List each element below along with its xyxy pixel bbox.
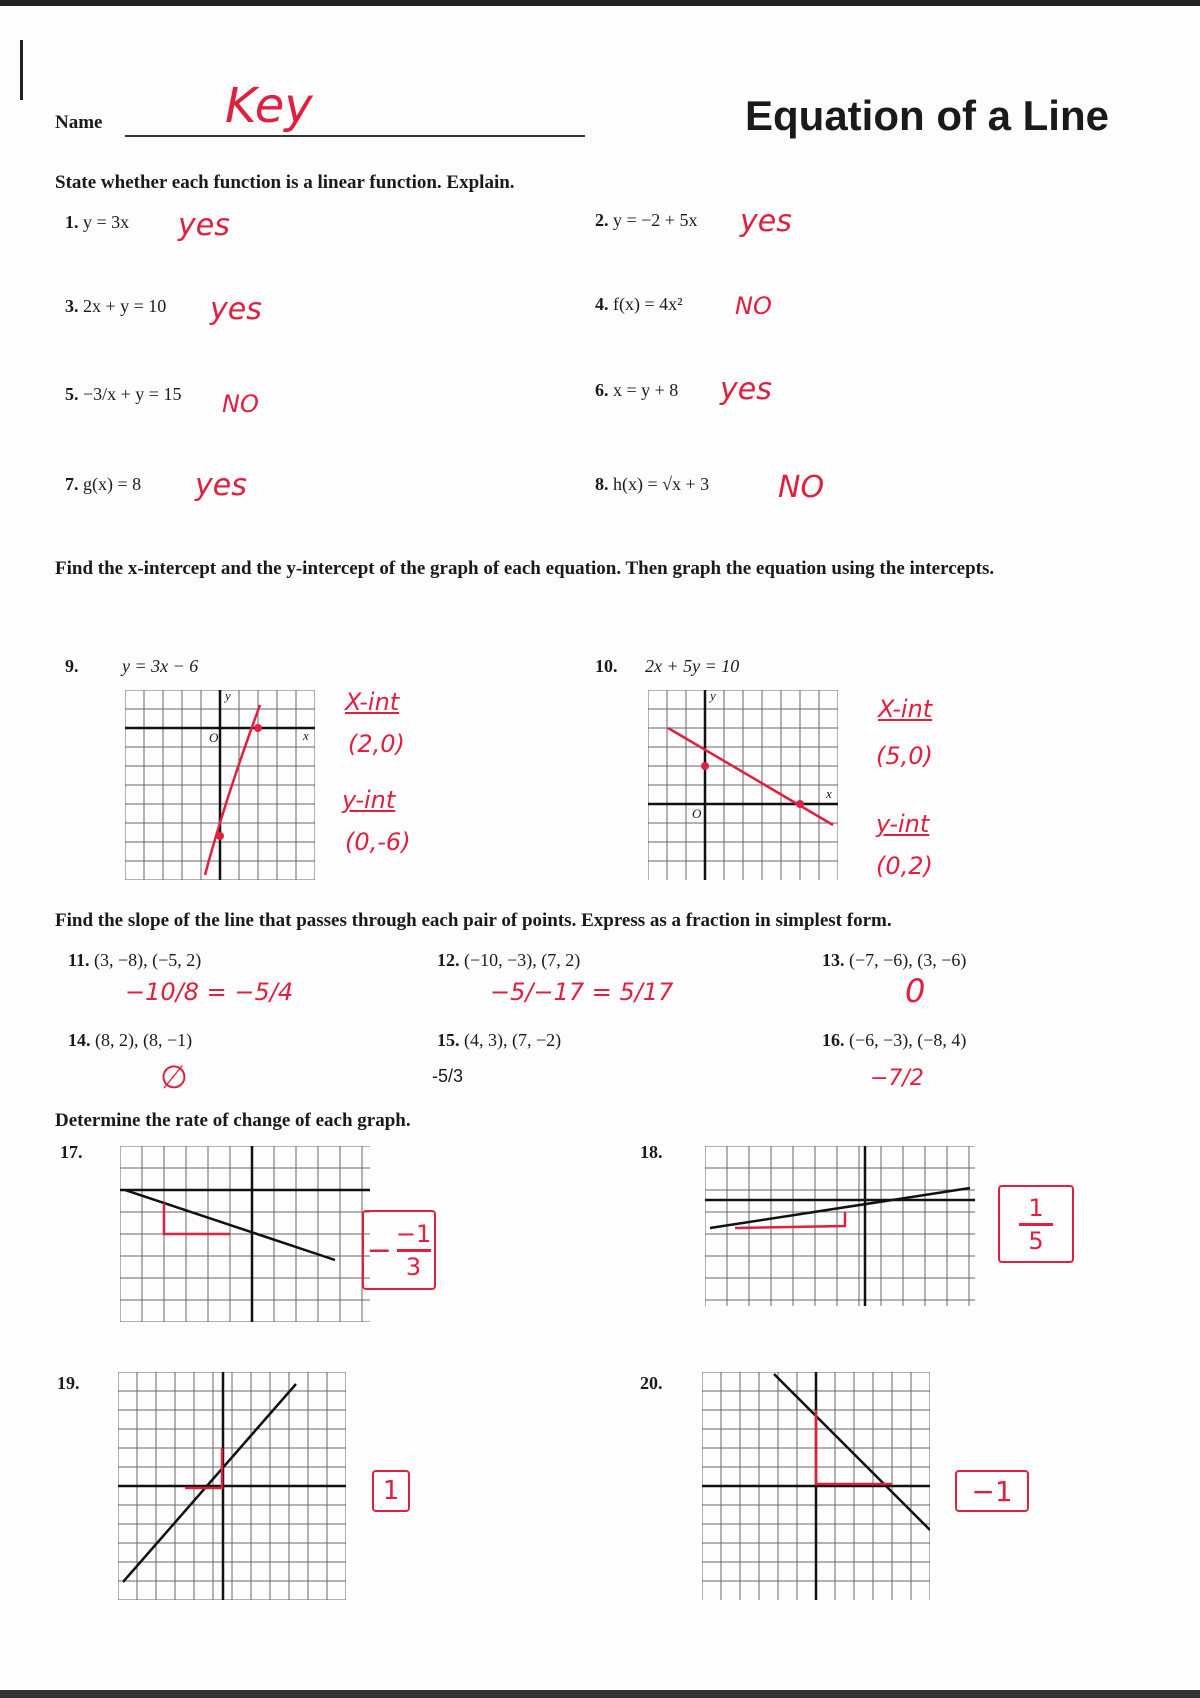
answer-17-denominator: 3 [405,1252,422,1281]
graph-10-x-label: x [826,786,832,801]
graph-9-yint-label: y-int [342,786,396,814]
name-label: Name [55,112,103,133]
work-11: −10/8 = −5/4 [125,978,294,1006]
graph-9-xint-label: X-int [345,688,400,716]
graph-19 [118,1372,346,1600]
work-13: 0 [905,972,926,1010]
graph-20 [702,1372,930,1600]
work-14: ∅ [160,1058,188,1096]
name-line [125,135,585,137]
graph-10-y-label: y [710,688,716,703]
graph-10 [648,690,838,880]
answer-18-box [998,1185,1074,1263]
problem-13: 13. (−7, −6), (3, −6) [822,950,967,970]
section2-instruction: Find the x-intercept and the y-intercept of the graph of each equation. Then graph the equation using the intercepts. [55,558,995,579]
problem-16: 16. (−6, −3), (−8, 4) [822,1030,967,1050]
problem-15: 15. (4, 3), (7, −2) [437,1030,562,1050]
graph-9-yint: (0,-6) [345,828,411,856]
problem-2: 2. y = −2 + 5x [595,210,698,230]
problem-10: 10. [595,656,618,676]
fraction-bar [1019,1223,1053,1226]
problem-14: 14. (8, 2), (8, −1) [68,1030,193,1050]
answer-20-box: −1 [955,1470,1029,1512]
problem-7: 7. g(x) = 8 [65,474,142,494]
bottom-border [0,1690,1200,1698]
answer-18-numerator: 1 [1028,1193,1044,1222]
graph-10-origin-label: O [692,806,702,821]
answer-4: NO [735,292,772,320]
answer-1: yes [178,208,230,243]
answer-17-sign: − [366,1232,392,1268]
graph-9-x-label: x [303,728,309,743]
graph-9 [125,690,315,880]
problem-4: 4. f(x) = 4x² [595,294,683,314]
page-title: Equation of a Line [745,92,1109,139]
problem-6: 6. x = y + 8 [595,380,679,400]
fraction-bar [397,1249,431,1252]
graph-18 [705,1146,975,1306]
graph-9-origin-label: O [209,730,219,745]
problem-19: 19. [57,1373,80,1393]
problem-11: 11. (3, −8), (−5, 2) [68,950,202,970]
answer-17-fraction [395,1219,432,1281]
section3-instruction: Find the slope of the line that passes through each pair of points. Express as a fraction in simplest form. [55,910,892,931]
graph-9-y-label: y [225,688,231,703]
problem-5: 5. −3/x + y = 15 [65,384,182,404]
answer-18-fraction [1019,1193,1053,1255]
answer-7: yes [195,468,247,503]
problem-12: 12. (−10, −3), (7, 2) [437,950,581,970]
work-12: −5/−17 = 5/17 [490,978,674,1006]
section4-instruction: Determine the rate of change of each graph. [55,1110,411,1131]
answer-3: yes [210,292,262,327]
margin-mark [20,40,23,100]
graph-17 [120,1146,370,1322]
graph-10-xint-label: X-int [878,695,933,723]
answer-6: yes [720,372,772,407]
problem-10-equation: 2x + 5y = 10 [645,656,740,676]
answer-19-box: 1 [372,1470,410,1512]
work-15: -5/3 [432,1066,464,1086]
problem-20: 20. [640,1373,663,1393]
answer-18-denominator: 5 [1028,1226,1044,1255]
problem-17: 17. [60,1142,83,1162]
answer-2: yes [740,204,792,239]
name-value: Key [225,78,313,134]
answer-5: NO [222,390,259,418]
graph-10-yint: (0,2) [876,852,933,880]
problem-1: 1. y = 3x [65,212,130,232]
answer-8: NO [778,470,825,505]
top-border [0,0,1200,6]
problem-9: 9. [65,656,79,676]
problem-18: 18. [640,1142,663,1162]
graph-10-xint: (5,0) [876,742,933,770]
graph-9-xint: (2,0) [348,730,405,758]
problem-8: 8. h(x) = √x + 3 [595,474,710,494]
problem-3: 3. 2x + y = 10 [65,296,167,316]
graph-10-yint-label: y-int [876,810,930,838]
problem-9-equation: y = 3x − 6 [122,656,199,676]
work-16: −7/2 [870,1066,924,1091]
answer-17-numerator: −1 [395,1219,432,1248]
answer-17-box [362,1210,436,1290]
section1-instruction: State whether each function is a linear function. Explain. [55,172,515,193]
